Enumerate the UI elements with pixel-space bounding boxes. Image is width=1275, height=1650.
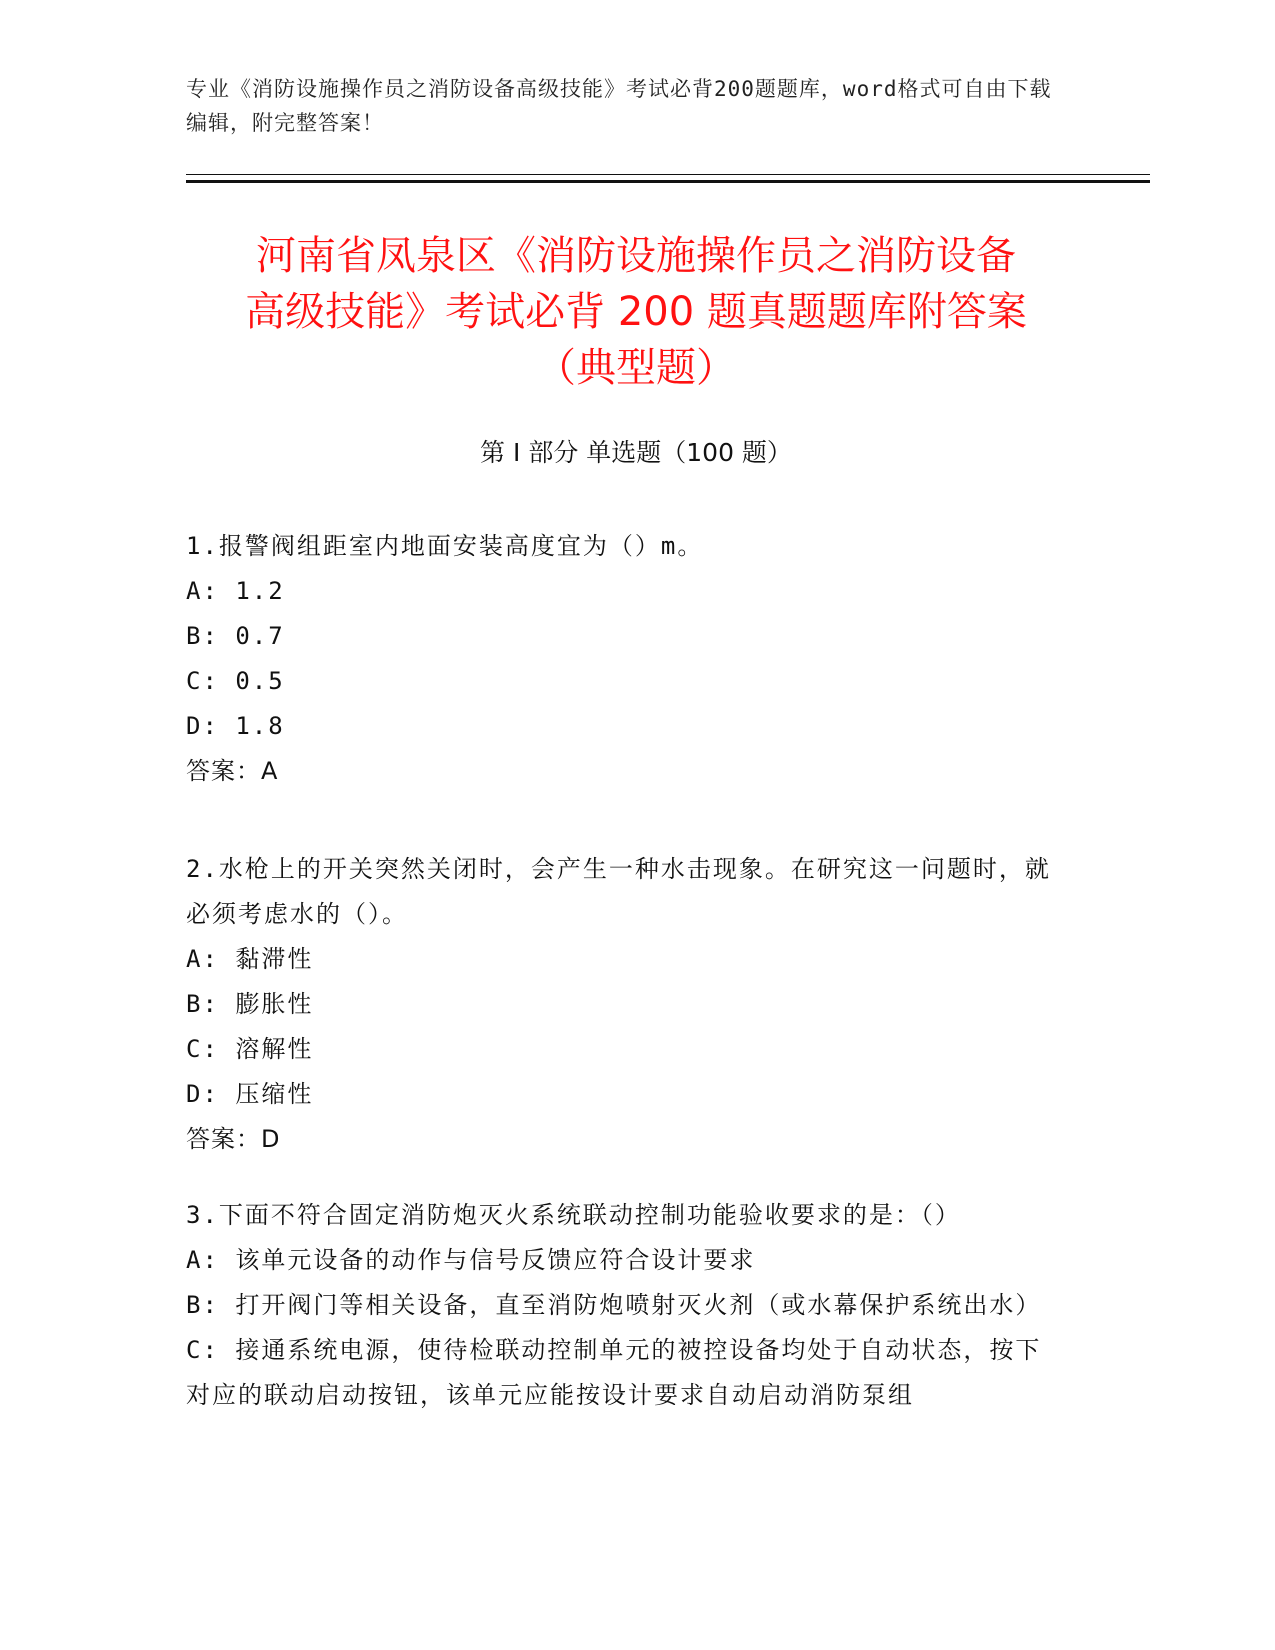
document-title <box>186 228 1086 396</box>
question-2 <box>186 847 1066 1162</box>
option-b: B: 膨胀性 <box>186 990 314 1018</box>
header-note: 专业《消防设施操作员之消防设备高级技能》考试必背200题题库，word格式可自由下载编辑，附完整答案！ <box>186 77 1052 135</box>
option-c: C: 溶解性 <box>186 1035 314 1063</box>
option-a: A: 黏滞性 <box>186 945 314 973</box>
section-title: 第 I 部分 单选题（100 题） <box>480 438 792 467</box>
question-3 <box>186 1193 1066 1418</box>
option-d: D: 压缩性 <box>186 1080 314 1108</box>
document-title-line-2: 高级技能》考试必背 200 题真题题库附答案 <box>245 289 1027 335</box>
question-1 <box>186 524 1066 794</box>
option-c: C: 接通系统电源，使待检联动控制单元的被控设备均处于自动状态，按下对应的联动启动按钮，该单元应能按设计要求自动启动消防泵组 <box>186 1336 1042 1409</box>
option-a: A: 1.2 <box>186 577 285 605</box>
question-stem: 2.水枪上的开关突然关闭时，会产生一种水击现象。在研究这一问题时，就必须考虑水的（）。 <box>186 855 1051 928</box>
document-title-line-1: 河南省凤泉区《消防设施操作员之消防设备 <box>256 233 1016 279</box>
answer: 答案：A <box>186 757 279 785</box>
option-d: D: 1.8 <box>186 712 285 740</box>
question-stem: 1.报警阀组距室内地面安装高度宜为（）m。 <box>186 532 704 560</box>
document-title-line-3: （典型题） <box>536 345 736 391</box>
question-stem: 3.下面不符合固定消防炮灭火系统联动控制功能验收要求的是：（） <box>186 1201 961 1229</box>
answer: 答案：D <box>186 1125 281 1153</box>
option-c: C: 0.5 <box>186 667 285 695</box>
header-divider-thin <box>186 174 1150 175</box>
option-b: B: 打开阀门等相关设备，直至消防炮喷射灭火剂（或水幕保护系统出水） <box>186 1291 1042 1319</box>
option-b: B: 0.7 <box>186 622 285 650</box>
header-divider-thick <box>186 180 1150 183</box>
option-a: A: 该单元设备的动作与信号反馈应符合设计要求 <box>186 1246 756 1274</box>
